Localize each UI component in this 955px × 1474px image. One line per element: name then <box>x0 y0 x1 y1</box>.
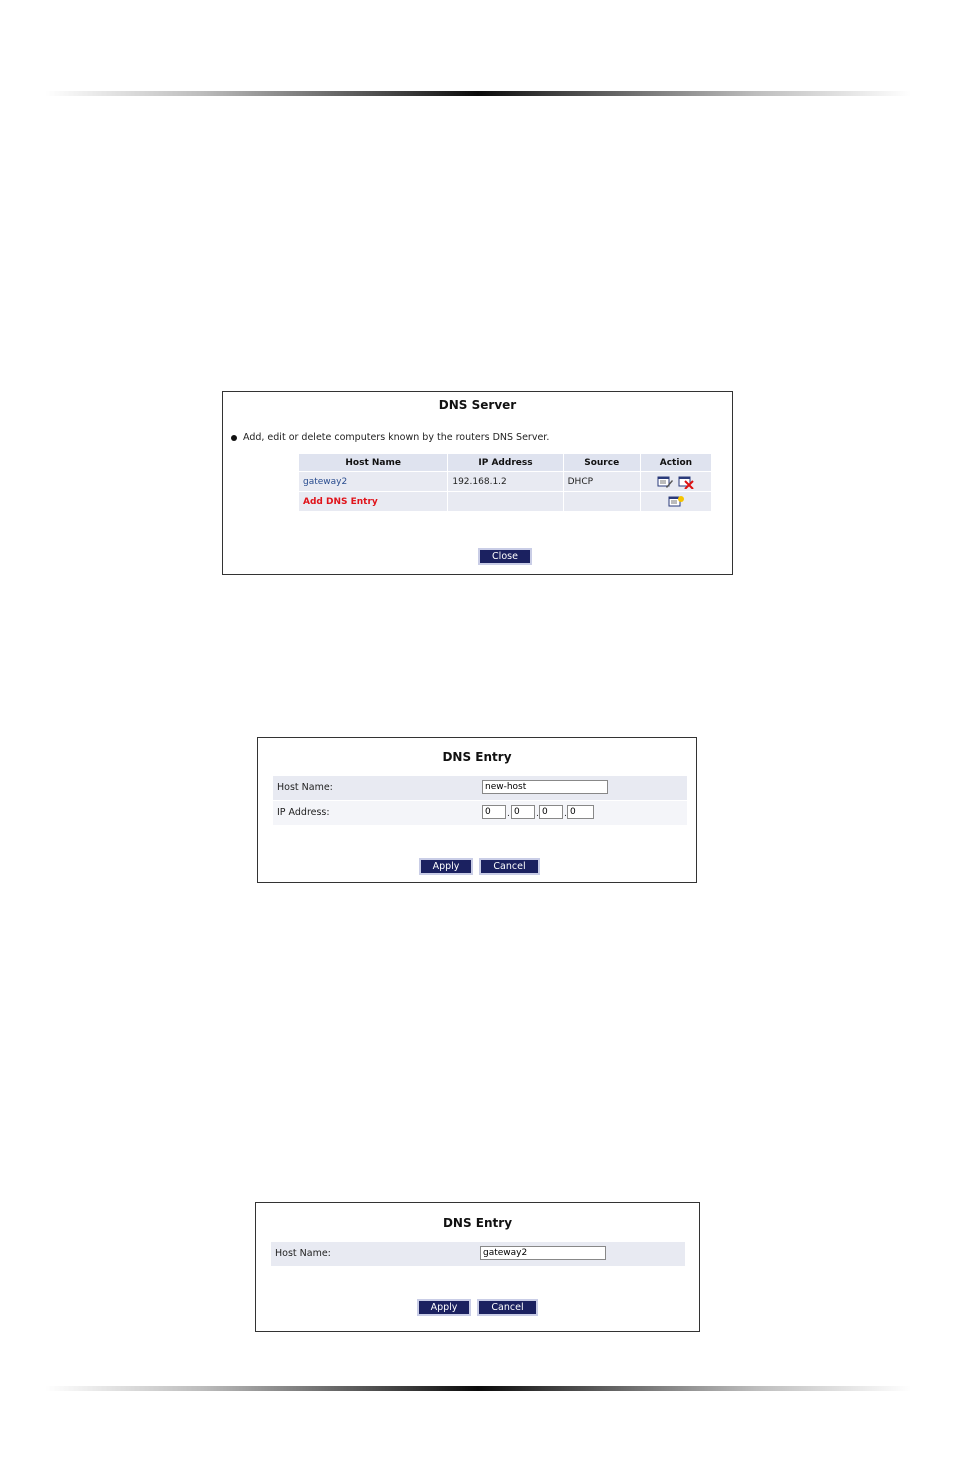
description <box>231 432 549 443</box>
column-header-host-name: Host Name <box>299 454 447 471</box>
add-cell[interactable] <box>299 492 447 511</box>
column-header-ip-address: IP Address <box>448 454 562 471</box>
ip-dot: . <box>564 809 567 819</box>
apply-button[interactable]: Apply <box>419 1301 469 1314</box>
action-cell <box>641 492 711 511</box>
dns-entry-edit-panel <box>255 1202 700 1332</box>
dns-server-panel <box>222 391 733 575</box>
ip-octet-2-input[interactable] <box>511 805 535 819</box>
ip-octet-4-input[interactable] <box>567 805 594 819</box>
ip-octet-1-input[interactable] <box>482 805 506 819</box>
dns-table <box>298 453 712 512</box>
cancel-button[interactable]: Cancel <box>481 860 538 873</box>
table-header-row <box>299 454 711 471</box>
cancel-button[interactable]: Cancel <box>479 1301 536 1314</box>
host-cell[interactable] <box>299 472 447 491</box>
table-row <box>299 472 711 491</box>
ip-address-label: IP Address: <box>277 807 330 818</box>
top-divider <box>45 91 911 96</box>
empty-cell <box>564 492 640 511</box>
bullet-icon <box>231 435 237 441</box>
add-dns-entry-link[interactable]: Add DNS Entry <box>303 496 378 507</box>
apply-button[interactable]: Apply <box>421 860 471 873</box>
host-name-input[interactable] <box>482 780 608 794</box>
close-button[interactable]: Close <box>480 550 530 563</box>
panel-title: DNS Entry <box>442 750 512 764</box>
ip-dot: . <box>507 809 510 819</box>
ip-address-row <box>273 801 687 825</box>
action-cell <box>641 472 711 491</box>
add-icon[interactable] <box>668 495 684 509</box>
column-header-source: Source <box>564 454 640 471</box>
ip-dot: . <box>536 809 539 819</box>
host-name-label: Host Name: <box>275 1248 331 1259</box>
delete-icon[interactable] <box>678 475 694 489</box>
host-name-row <box>271 1242 685 1266</box>
host-link[interactable]: gateway2 <box>303 476 348 487</box>
host-name-input[interactable] <box>480 1246 606 1260</box>
edit-icon[interactable] <box>657 475 673 489</box>
panel-title: DNS Entry <box>442 1216 513 1230</box>
dns-entry-new-panel <box>257 737 697 883</box>
ip-cell: 192.168.1.2 <box>448 472 562 491</box>
column-header-action: Action <box>641 454 711 471</box>
description-text: Add, edit or delete computers known by the routers DNS Server. <box>243 432 550 443</box>
source-cell: DHCP <box>564 472 640 491</box>
panel-title: DNS Server <box>438 398 517 412</box>
bottom-divider <box>45 1386 911 1391</box>
empty-cell <box>448 492 562 511</box>
ip-octet-3-input[interactable] <box>539 805 563 819</box>
table-row-add <box>299 492 711 511</box>
host-name-label: Host Name: <box>277 782 333 793</box>
host-name-row <box>273 776 687 800</box>
